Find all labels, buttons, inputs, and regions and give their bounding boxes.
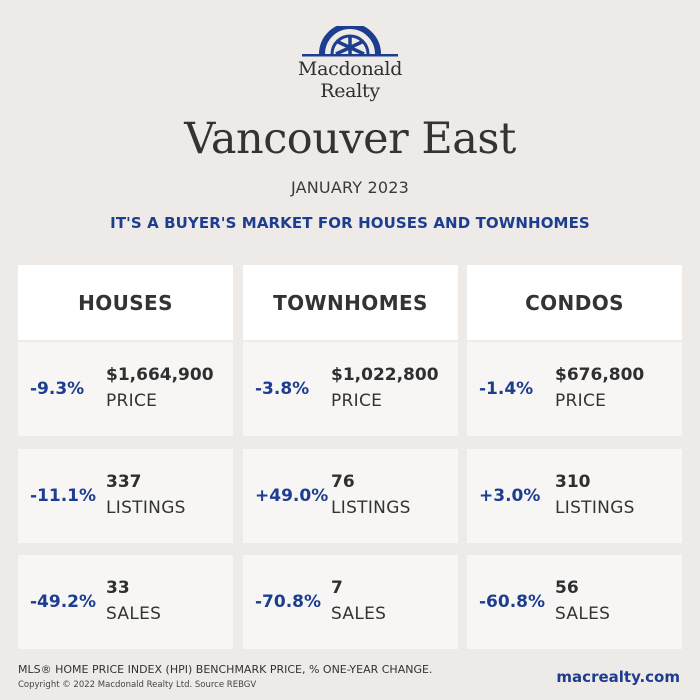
page-title: Vancouver East <box>184 114 516 164</box>
metric-value: 310 <box>555 472 591 492</box>
metric-label: LISTINGS <box>555 498 635 518</box>
price-cell <box>243 342 458 436</box>
listings-cell <box>467 449 682 543</box>
percent-change: -70.8% <box>255 592 322 612</box>
metric-label: SALES <box>331 604 387 624</box>
column-header: TOWNHOMES <box>243 265 458 340</box>
sales-cell <box>243 555 458 649</box>
brand-name-line1: Macdonald <box>297 58 403 80</box>
metric-value: 7 <box>331 578 343 598</box>
footer-copyright: Copyright © 2022 Macdonald Realty Ltd. Source REBGV <box>18 680 257 690</box>
metric-label: SALES <box>555 604 611 624</box>
brand-logo <box>0 26 700 102</box>
metric-value: 76 <box>331 472 355 492</box>
townhomes-column <box>243 265 458 624</box>
metric-label: PRICE <box>106 391 158 411</box>
metric-value: $1,664,900 <box>106 365 214 385</box>
percent-change: +49.0% <box>255 486 329 506</box>
brand-name-line2: Realty <box>320 80 380 102</box>
condos-column <box>467 265 682 624</box>
price-cell <box>18 342 233 436</box>
percent-change: -11.1% <box>30 486 97 506</box>
percent-change: -3.8% <box>255 379 310 399</box>
listings-cell <box>18 449 233 543</box>
sales-cell <box>467 555 682 649</box>
percent-change: -1.4% <box>479 379 534 399</box>
metric-value: 56 <box>555 578 579 598</box>
report-period: JANUARY 2023 <box>290 178 410 197</box>
metric-label: LISTINGS <box>106 498 186 518</box>
metric-value: 33 <box>106 578 130 598</box>
metric-value: $676,800 <box>555 365 645 385</box>
footer-note: MLS® HOME PRICE INDEX (HPI) BENCHMARK PRICE, % ONE-YEAR CHANGE. <box>18 663 433 676</box>
sales-cell <box>18 555 233 649</box>
macdonald-realty-logo-icon <box>300 26 400 58</box>
metric-label: SALES <box>106 604 162 624</box>
price-cell <box>467 342 682 436</box>
metric-value: 337 <box>106 472 142 492</box>
percent-change: -49.2% <box>30 592 97 612</box>
percent-change: -60.8% <box>479 592 546 612</box>
market-headline: IT'S A BUYER'S MARKET FOR HOUSES AND TOWNHOMES <box>110 214 590 232</box>
percent-change: +3.0% <box>479 486 541 506</box>
column-header: HOUSES <box>18 265 233 340</box>
website-link[interactable]: macrealty.com <box>556 668 680 686</box>
metric-label: LISTINGS <box>331 498 411 518</box>
metric-value: $1,022,800 <box>331 365 439 385</box>
listings-cell <box>243 449 458 543</box>
metric-label: PRICE <box>331 391 383 411</box>
metric-label: PRICE <box>555 391 607 411</box>
houses-column <box>18 265 233 624</box>
column-header: CONDOS <box>467 265 682 340</box>
percent-change: -9.3% <box>30 379 85 399</box>
